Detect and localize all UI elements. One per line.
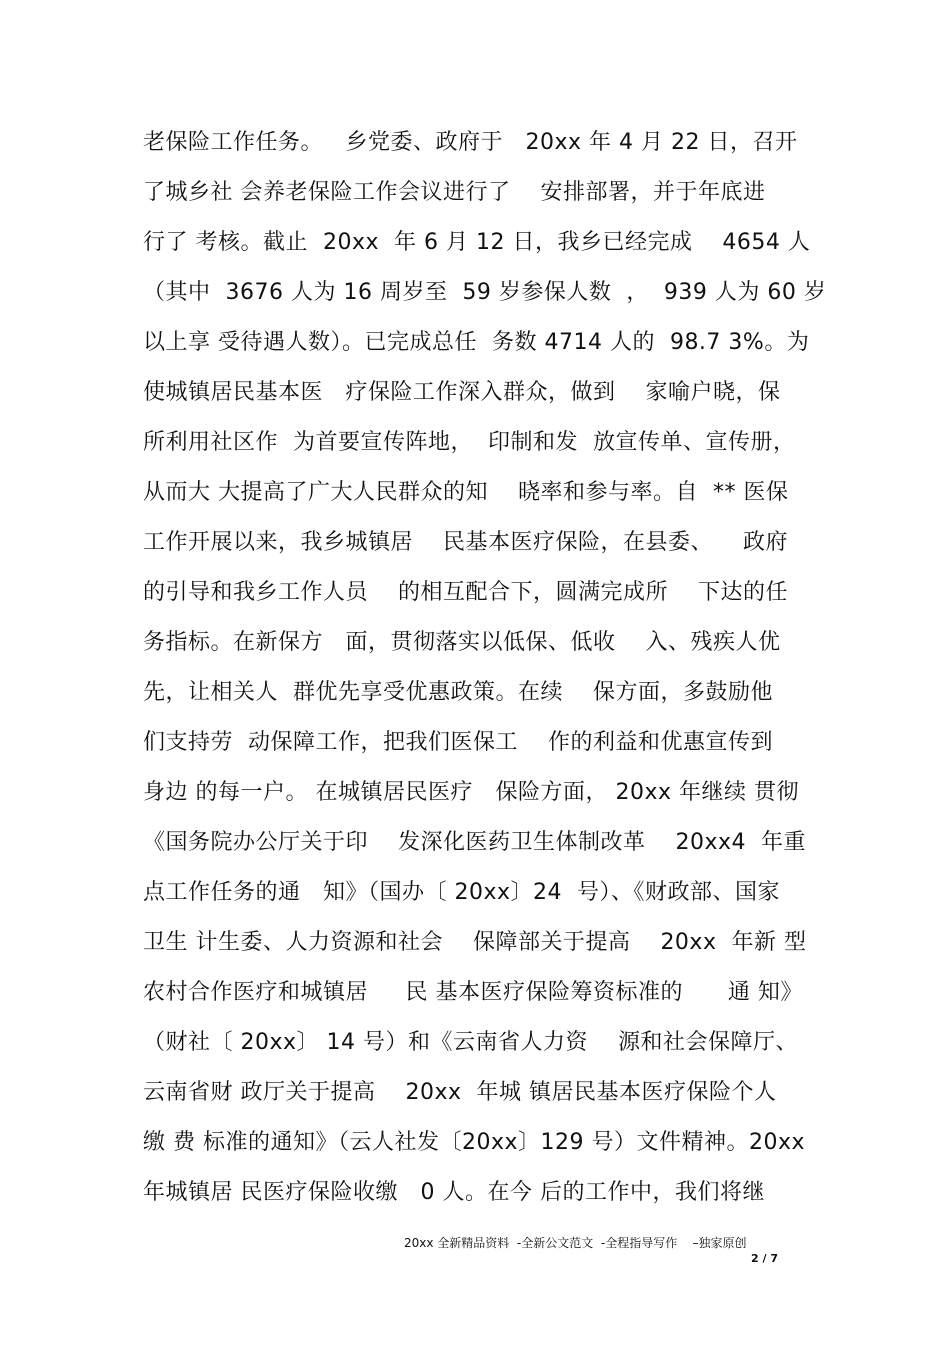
text-line: 《国务院办公厅关于印 发深化医药卫生体制改革 20xx4 年重: [143, 830, 806, 855]
text-line: 的引导和我乡工作人员 的相互配合下，圆满完成所 下达的任: [143, 580, 788, 605]
text-line: 缴 费 标准的通知》（云人社发〔20xx〕129 号）文件精神。20xx: [143, 1130, 806, 1155]
text-line: 行了 考核。截止 20xx 年 6 月 12 日，我乡已经完成 4654 人: [143, 230, 811, 255]
text-line: 年城镇居 民医疗保险收缴 0 人。在今 后的工作中，我们将继: [143, 1180, 765, 1205]
text-line: 所利用社区作 为首要宣传阵地， 印制和发 放宣传单、宣传册，: [143, 430, 796, 455]
text-line: （财社〔 20xx〕 14 号）和《云南省人力资 源和社会保障厅、: [143, 1030, 798, 1055]
text-line: 身边 的每一户。 在城镇居民医疗 保险方面， 20xx 年继续 贯彻: [143, 780, 799, 805]
text-line: 了城乡社 会养老保险工作会议进行了 安排部署，并于年底进: [143, 180, 766, 205]
body-text: [143, 118, 827, 1218]
footer-note: 20xx 全新精品资料 -全新公文范文 -全程指导写作 –独家原创: [404, 1236, 747, 1250]
text-line: 老保险工作任务。 乡党委、政府于 20xx 年 4 月 22 日，召开: [143, 130, 798, 155]
text-line: 工作开展以来，我乡城镇居 民基本医疗保险，在县委、 政府: [143, 530, 788, 555]
text-line: 务指标。在新保方 面，贯彻落实以低保、低收 入、残疾人优: [143, 630, 781, 655]
text-line: （其中 3676 人为 16 周岁至 59 岁参保人数 ， 939 人为 60 岁: [143, 280, 827, 305]
text-line: 先，让相关人 群优先享受优惠政策。在续 保方面，多鼓励他: [143, 680, 773, 705]
text-line: 们支持劳 动保障工作，把我们医保工 作的利益和优惠宣传到: [143, 730, 773, 755]
page-number: 2 / 7: [751, 1252, 778, 1265]
text-line: 云南省财 政厅关于提高 20xx 年城 镇居民基本医疗保险个人: [143, 1080, 777, 1105]
text-line: 从而大 大提高了广大人民群众的知 晓率和参与率。自 ** 医保: [143, 480, 789, 505]
text-line: 以上享 受待遇人数）。已完成总任 务数 4714 人的 98.7 3%。为: [143, 330, 810, 355]
text-line: 卫生 计生委、人力资源和社会 保障部关于提高 20xx 年新 型: [143, 930, 807, 955]
text-line: 使城镇居民基本医 疗保险工作深入群众，做到 家喻户晓，保: [143, 380, 781, 405]
text-line: 农村合作医疗和城镇居 民 基本医疗保险筹资标准的 通 知》: [143, 980, 803, 1005]
text-line: 点工作任务的通 知》（国办〔 20xx〕24 号）、《财政部、国家: [143, 880, 780, 905]
